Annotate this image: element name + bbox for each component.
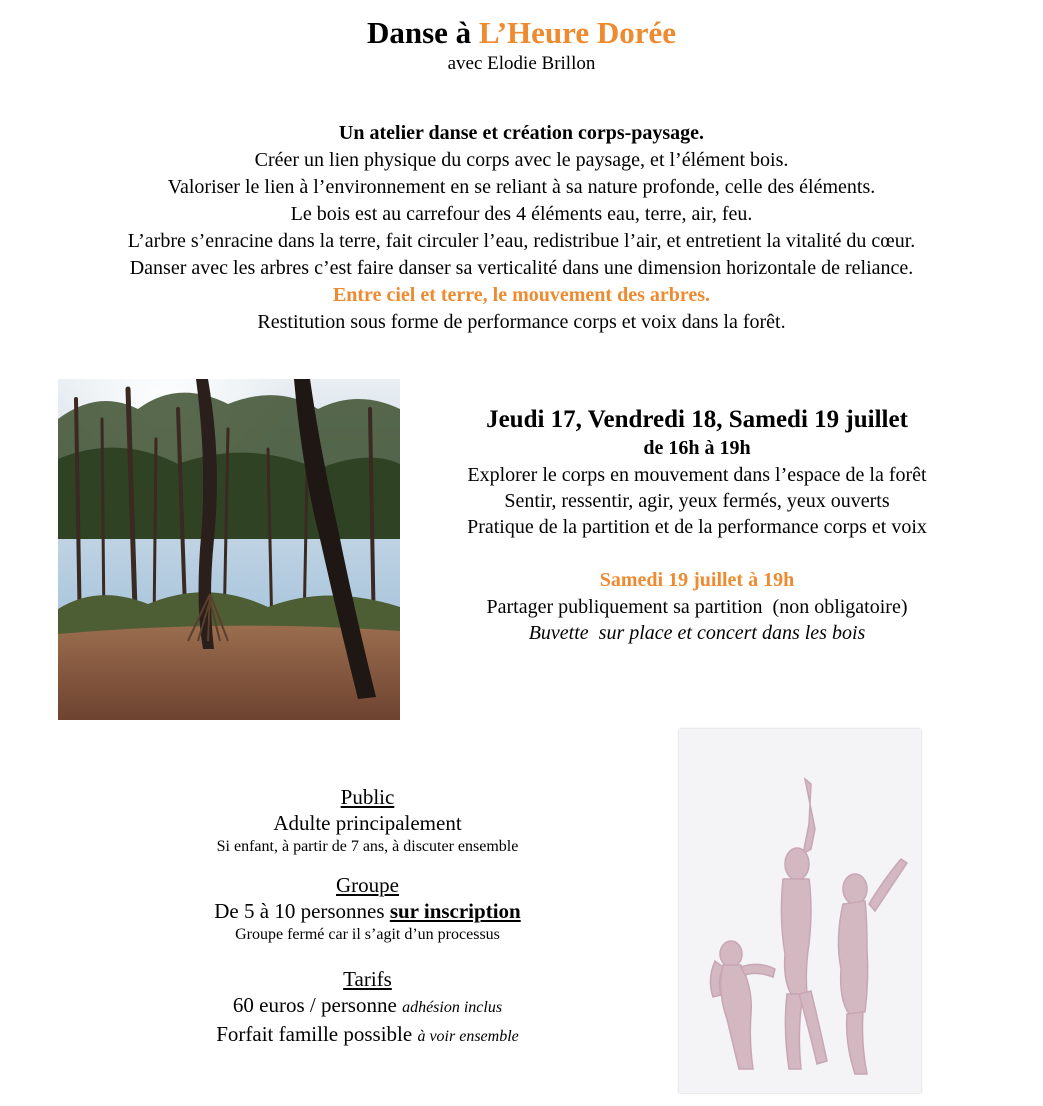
tarif-line-2-text: Forfait famille possible	[216, 1022, 418, 1046]
schedule-dates: Jeudi 17, Vendredi 18, Samedi 19 juillet	[486, 406, 908, 433]
tarif-line-2-note: à voir ensemble	[417, 1028, 519, 1045]
info-block	[130, 784, 605, 1050]
tarif-line-1-note: adhésion inclus	[402, 999, 503, 1016]
page-title	[0, 14, 1043, 52]
intro-line: L’arbre s’enracine dans la terre, fait circuler l’eau, redistribue l’air, et entretient la vitalité du cœur.	[127, 230, 916, 252]
schedule-line: Sentir, ressentir, agir, yeux fermés, yeux ouverts	[504, 490, 890, 512]
schedule-hours: de 16h à 19h	[643, 437, 751, 459]
intro-heading: Un atelier danse et création corps-paysage.	[338, 122, 705, 144]
schedule-line: Explorer le corps en mouvement dans l’espace de la forêt	[467, 464, 927, 486]
intro-block	[0, 120, 1043, 336]
dancers-illustration	[679, 729, 921, 1093]
show-title: Samedi 19 juillet à 19h	[599, 569, 795, 591]
intro-closing: Restitution sous forme de performance corps et voix dans la forêt.	[257, 311, 786, 333]
show-italic-line: Buvette sur place et concert dans les bois	[528, 622, 866, 644]
intro-highlight: Entre ciel et terre, le mouvement des arbres.	[332, 284, 711, 306]
intro-line: Le bois est au carrefour des 4 éléments eau, terre, air, feu.	[290, 203, 753, 225]
public-heading: Public	[340, 785, 395, 809]
title-part-1: Danse à	[366, 15, 479, 50]
tarif-line-1	[130, 992, 605, 1021]
schedule-line: Pratique de la partition et de la performance corps et voix	[467, 516, 927, 538]
show-line: Partager publiquement sa partition (non obligatoire)	[486, 596, 908, 618]
intro-line: Créer un lien physique du corps avec le paysage, et l’élément bois.	[254, 149, 789, 171]
tarif-line-2	[130, 1021, 605, 1050]
groupe-main-text: De 5 à 10 personnes	[214, 899, 390, 923]
groupe-note: Groupe fermé car il s’agit d’un processus	[235, 926, 500, 943]
intro-line: Valoriser le lien à l’environnement en se reliant à sa nature profonde, celle des éléments.	[167, 176, 876, 198]
forest-photo	[58, 379, 400, 720]
groupe-heading: Groupe	[336, 873, 399, 897]
title-part-2: L’Heure Dorée	[478, 15, 677, 50]
public-main: Adulte principalement	[273, 811, 462, 835]
public-note: Si enfant, à partir de 7 ans, à discuter ensemble	[216, 838, 519, 855]
tarifs-heading: Tarifs	[343, 967, 392, 991]
schedule-block	[412, 405, 982, 646]
tarif-line-1-text: 60 euros / personne	[232, 993, 403, 1017]
forest-illustration	[58, 379, 400, 720]
intro-line: Danser avec les arbres c’est faire danser sa verticalité dans une dimension horizontale de reliance.	[129, 257, 914, 279]
groupe-main	[130, 898, 605, 924]
dancers-drawing	[679, 729, 921, 1093]
groupe-main-emphasis: sur inscription	[389, 899, 521, 923]
header	[0, 14, 1043, 76]
subtitle: avec Elodie Brillon	[447, 53, 596, 74]
